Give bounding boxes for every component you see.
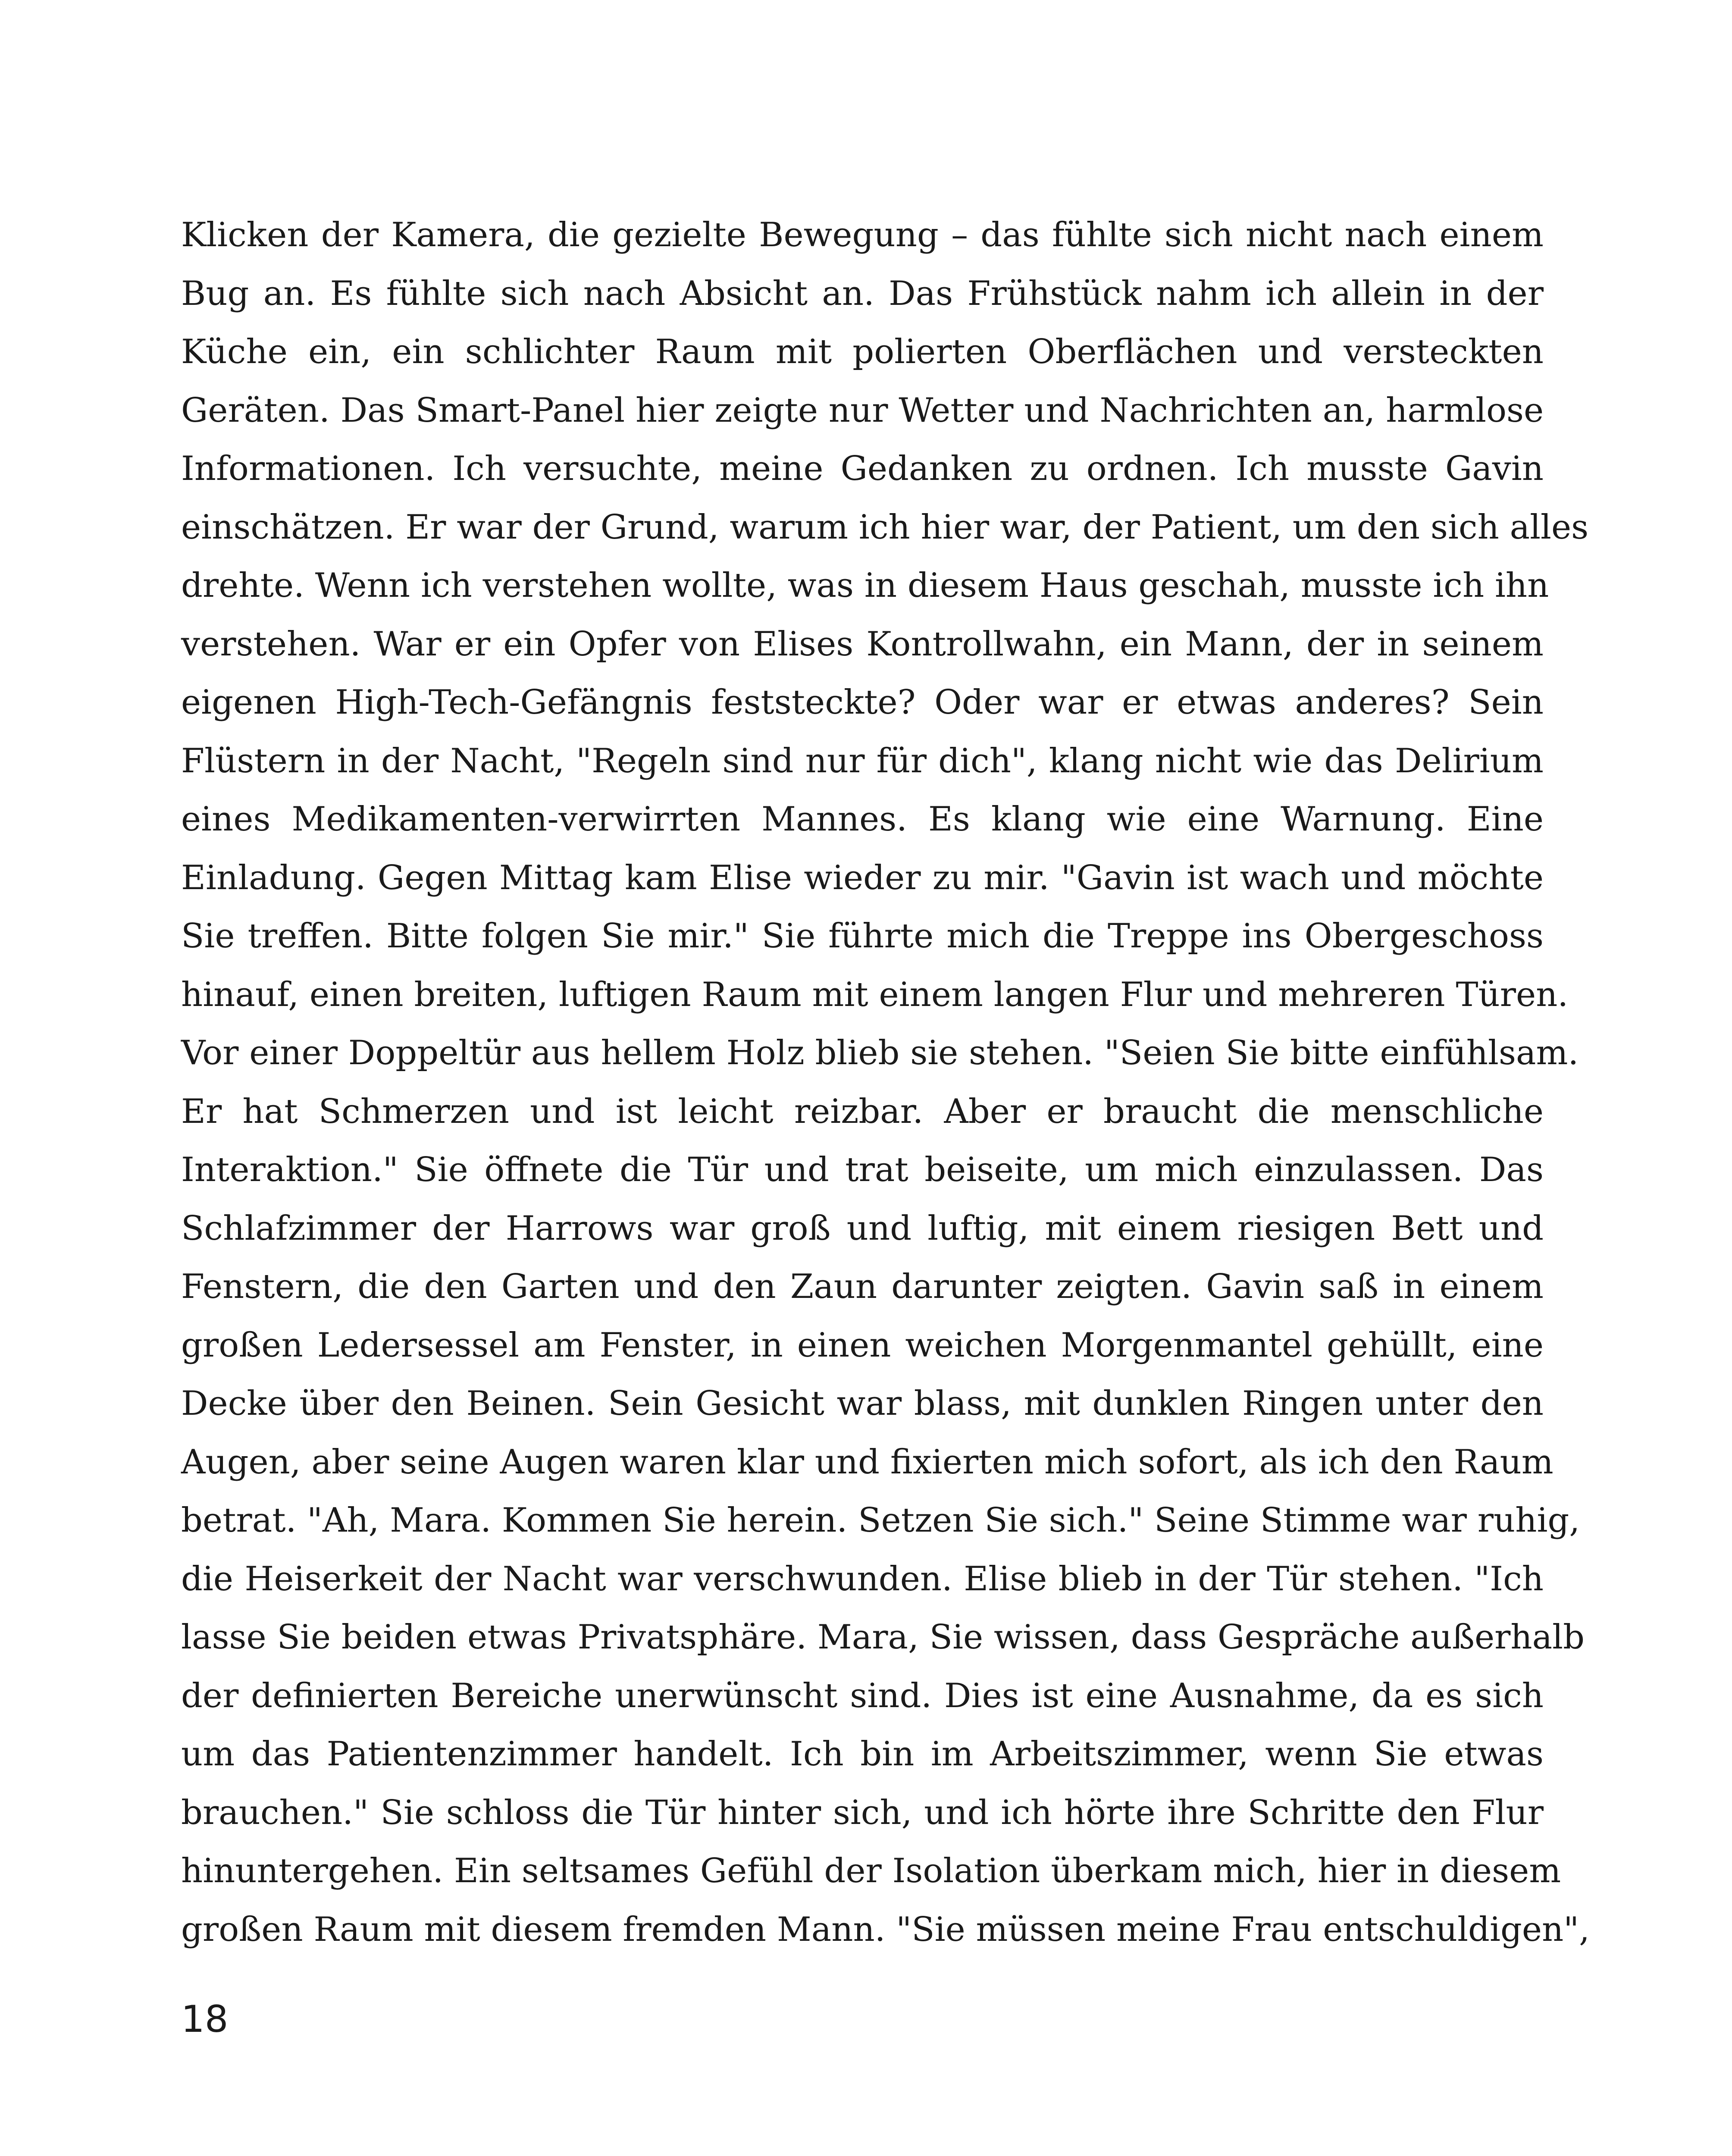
text-line: Geräten. Das Smart-Panel hier zeigte nur Wetter und Nachrichten an, harmlose [181, 391, 1544, 430]
text-line: hinuntergehen. Ein seltsames Gefühl der Isolation überkam mich, hier in diesem [181, 1852, 1561, 1890]
text-line: eigenen High-Tech-Gefängnis feststeckte? Oder war er etwas anderes? Sein [181, 683, 1544, 722]
text-line: großen Raum mit diesem fremden Mann. "Sie müssen meine Frau entschuldigen", [181, 1910, 1590, 1949]
text-line: um das Patientenzimmer handelt. Ich bin im Arbeitszimmer, wenn Sie etwas [181, 1735, 1544, 1774]
text-line: Augen, aber seine Augen waren klar und fixierten mich sofort, als ich den Raum [181, 1442, 1553, 1482]
text-line: brauchen." Sie schloss die Tür hinter sich, und ich hörte ihre Schritte den Flur [181, 1793, 1544, 1832]
text-line: Interaktion." Sie öffnete die Tür und trat beiseite, um mich einzulassen. Das [181, 1150, 1544, 1189]
text-line: eines Medikamenten-verwirrten Mannes. Es klang wie eine Warnung. Eine [181, 800, 1544, 839]
text-line: Bug an. Es fühlte sich nach Absicht an. Das Frühstück nahm ich allein in der [181, 274, 1544, 313]
body-text [181, 206, 1590, 1959]
text-line: Flüstern in der Nacht, "Regeln sind nur für dich", klang nicht wie das Delirium [181, 741, 1544, 780]
page-number: 18 [181, 1998, 229, 2041]
text-line: Fenstern, die den Garten und den Zaun darunter zeigten. Gavin saß in einem [181, 1267, 1544, 1306]
text-line: hinauf, einen breiten, luftigen Raum mit einem langen Flur und mehreren Türen. [181, 975, 1569, 1014]
text-line: Sie treffen. Bitte folgen Sie mir." Sie führte mich die Treppe ins Obergeschoss [181, 917, 1544, 956]
text-line: verstehen. War er ein Opfer von Elises Kontrollwahn, ein Mann, der in seinem [181, 624, 1544, 664]
text-line: großen Ledersessel am Fenster, in einen weichen Morgenmantel gehüllt, eine [181, 1326, 1544, 1365]
text-line: die Heiserkeit der Nacht war verschwunden. Elise blieb in der Tür stehen. "Ich [181, 1559, 1544, 1598]
text-line: lasse Sie beiden etwas Privatsphäre. Mara, Sie wissen, dass Gespräche außerhalb [181, 1618, 1585, 1657]
text-line: der definierten Bereiche unerwünscht sind. Dies ist eine Ausnahme, da es sich [181, 1676, 1544, 1715]
text-line: Klicken der Kamera, die gezielte Bewegung – das fühlte sich nicht nach einem [181, 216, 1544, 254]
text-line: Informationen. Ich versuchte, meine Gedanken zu ordnen. Ich musste Gavin [181, 449, 1544, 488]
text-line: Er hat Schmerzen und ist leicht reizbar. Aber er braucht die menschliche [181, 1092, 1544, 1131]
text-line: Decke über den Beinen. Sein Gesicht war blass, mit dunklen Ringen unter den [181, 1384, 1544, 1423]
text-line: Schlafzimmer der Harrows war groß und luftig, mit einem riesigen Bett und [181, 1209, 1544, 1248]
text-line: einschätzen. Er war der Grund, warum ich hier war, der Patient, um den sich alles [181, 508, 1589, 547]
text-line: Einladung. Gegen Mittag kam Elise wieder zu mir. "Gavin ist wach und möchte [181, 858, 1544, 897]
text-line: Vor einer Doppeltür aus hellem Holz blieb sie stehen. "Seien Sie bitte einfühlsam. [181, 1034, 1579, 1072]
text-line: Küche ein, ein schlichter Raum mit polierten Oberflächen und versteckten [181, 332, 1544, 371]
text-line: drehte. Wenn ich verstehen wollte, was in diesem Haus geschah, musste ich ihn [181, 566, 1549, 605]
text-line: betrat. "Ah, Mara. Kommen Sie herein. Setzen Sie sich." Seine Stimme war ruhig, [181, 1501, 1580, 1540]
